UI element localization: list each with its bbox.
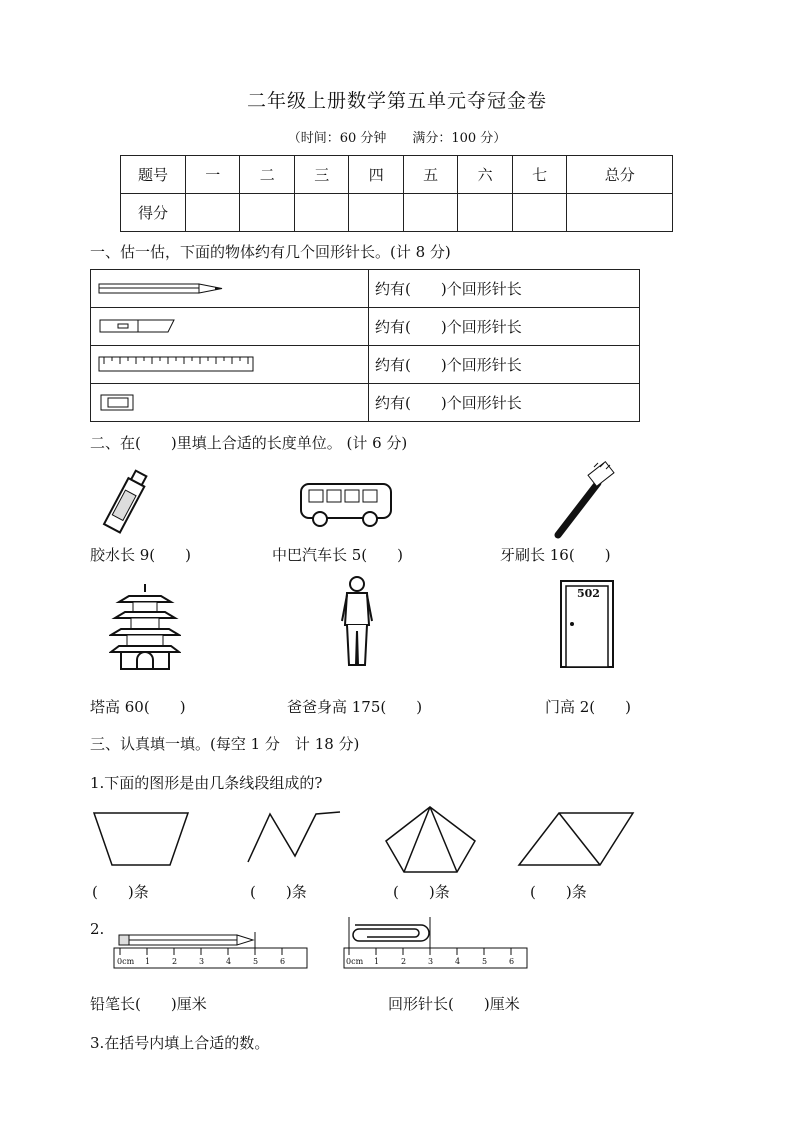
glue-label: 胶水长 9( ): [90, 546, 192, 564]
ruler-tick: 5: [253, 957, 259, 966]
ruler-tick: 2: [401, 957, 407, 966]
door-icon: [560, 580, 614, 668]
bus-label: 中巴汽车长 5( ): [272, 546, 404, 564]
score-cell[interactable]: [240, 194, 294, 232]
score-col: 六: [458, 156, 512, 194]
toothbrush-label: 牙刷长 16( ): [500, 546, 611, 564]
clip-ruler-graphic: [343, 915, 533, 972]
question3-text: 3.在括号内填上合适的数。: [90, 1034, 270, 1052]
ruler-tick: 3: [199, 957, 205, 966]
score-col: 一: [186, 156, 240, 194]
section1-heading: 一、估一估，下面的物体约有几个回形针长。(计 8 分): [90, 243, 451, 261]
answer-blank: ( )条: [393, 883, 450, 901]
ruler-tick: 2: [172, 957, 178, 966]
question2-number: 2.: [90, 920, 105, 938]
answer-blank: ( )条: [530, 883, 587, 901]
question1-text: 1.下面的图形是由几条线段组成的?: [90, 774, 323, 792]
pencil-length-label: 铅笔长( )厘米: [90, 995, 207, 1013]
score-col: 三: [294, 156, 348, 194]
estimate-text: 约有( )个回形针长: [369, 270, 640, 308]
ruler-icon: [98, 355, 258, 375]
score-col: 四: [349, 156, 403, 194]
score-cell[interactable]: [186, 194, 240, 232]
pencil-icon: [97, 279, 227, 299]
section2-heading: 二、在( )里填上合适的长度单位。 (计 6 分): [90, 434, 408, 452]
ruler-tick: 4: [226, 957, 232, 966]
exam-info: （时间：60 分钟 满分：100 分）: [287, 131, 507, 146]
ruler-tick: 5: [482, 957, 488, 966]
clip-length-label: 回形针长( )厘米: [388, 995, 520, 1013]
door-label: 门高 2( ): [545, 698, 632, 716]
pagoda-label: 塔高 60( ): [90, 698, 186, 716]
answer-blank: ( )条: [250, 883, 307, 901]
score-col: 二: [240, 156, 294, 194]
father-label: 爸爸身高 175( ): [287, 698, 423, 716]
score-cell[interactable]: [403, 194, 457, 232]
estimate-text: 约有( )个回形针长: [369, 308, 640, 346]
pentagon-shape: [382, 804, 482, 874]
estimate-text: 约有( )个回形针长: [369, 346, 640, 384]
page-title: 二年级上册数学第五单元夺冠金卷: [246, 90, 547, 112]
ruler-tick: 0cm: [117, 957, 135, 966]
ruler-tick: 6: [280, 957, 286, 966]
zigzag-shape: [245, 810, 345, 870]
score-table: [120, 155, 673, 232]
father-icon: [337, 575, 377, 670]
ruler-tick: 3: [428, 957, 434, 966]
ruler-tick: 6: [509, 957, 515, 966]
ruler-tick: 1: [145, 957, 151, 966]
pencil-ruler-figure: [113, 930, 313, 972]
answer-blank: ( )条: [92, 883, 149, 901]
score-cell[interactable]: [567, 194, 673, 232]
score-header-label: 题号: [121, 156, 186, 194]
score-cell[interactable]: [294, 194, 348, 232]
score-cell[interactable]: [349, 194, 403, 232]
score-cell[interactable]: [512, 194, 566, 232]
ruler-tick: 4: [455, 957, 461, 966]
score-col: 五: [403, 156, 457, 194]
estimate-text: 约有( )个回形针长: [369, 384, 640, 422]
bus-icon: [298, 481, 398, 531]
score-row-label: 得分: [121, 194, 186, 232]
trapezoid-shape: [91, 810, 191, 870]
score-col: 七: [512, 156, 566, 194]
ruler-tick: 1: [374, 957, 380, 966]
score-cell[interactable]: [458, 194, 512, 232]
door-number: 502: [577, 587, 600, 600]
section3-heading: 三、认真填一填。(每空 1 分 计 18 分): [90, 735, 360, 753]
score-col: 总分: [567, 156, 673, 194]
pagoda-icon: [109, 582, 181, 672]
estimate-table: [90, 269, 640, 422]
ruler-tick: 0cm: [346, 957, 364, 966]
parallelogram-shape: [516, 810, 636, 870]
clip-ruler-figure: [343, 915, 533, 972]
toothbrush-icon: [550, 461, 620, 541]
eraser-icon: [99, 392, 139, 414]
glue-icon: [96, 466, 156, 541]
knife-icon: [98, 316, 188, 338]
